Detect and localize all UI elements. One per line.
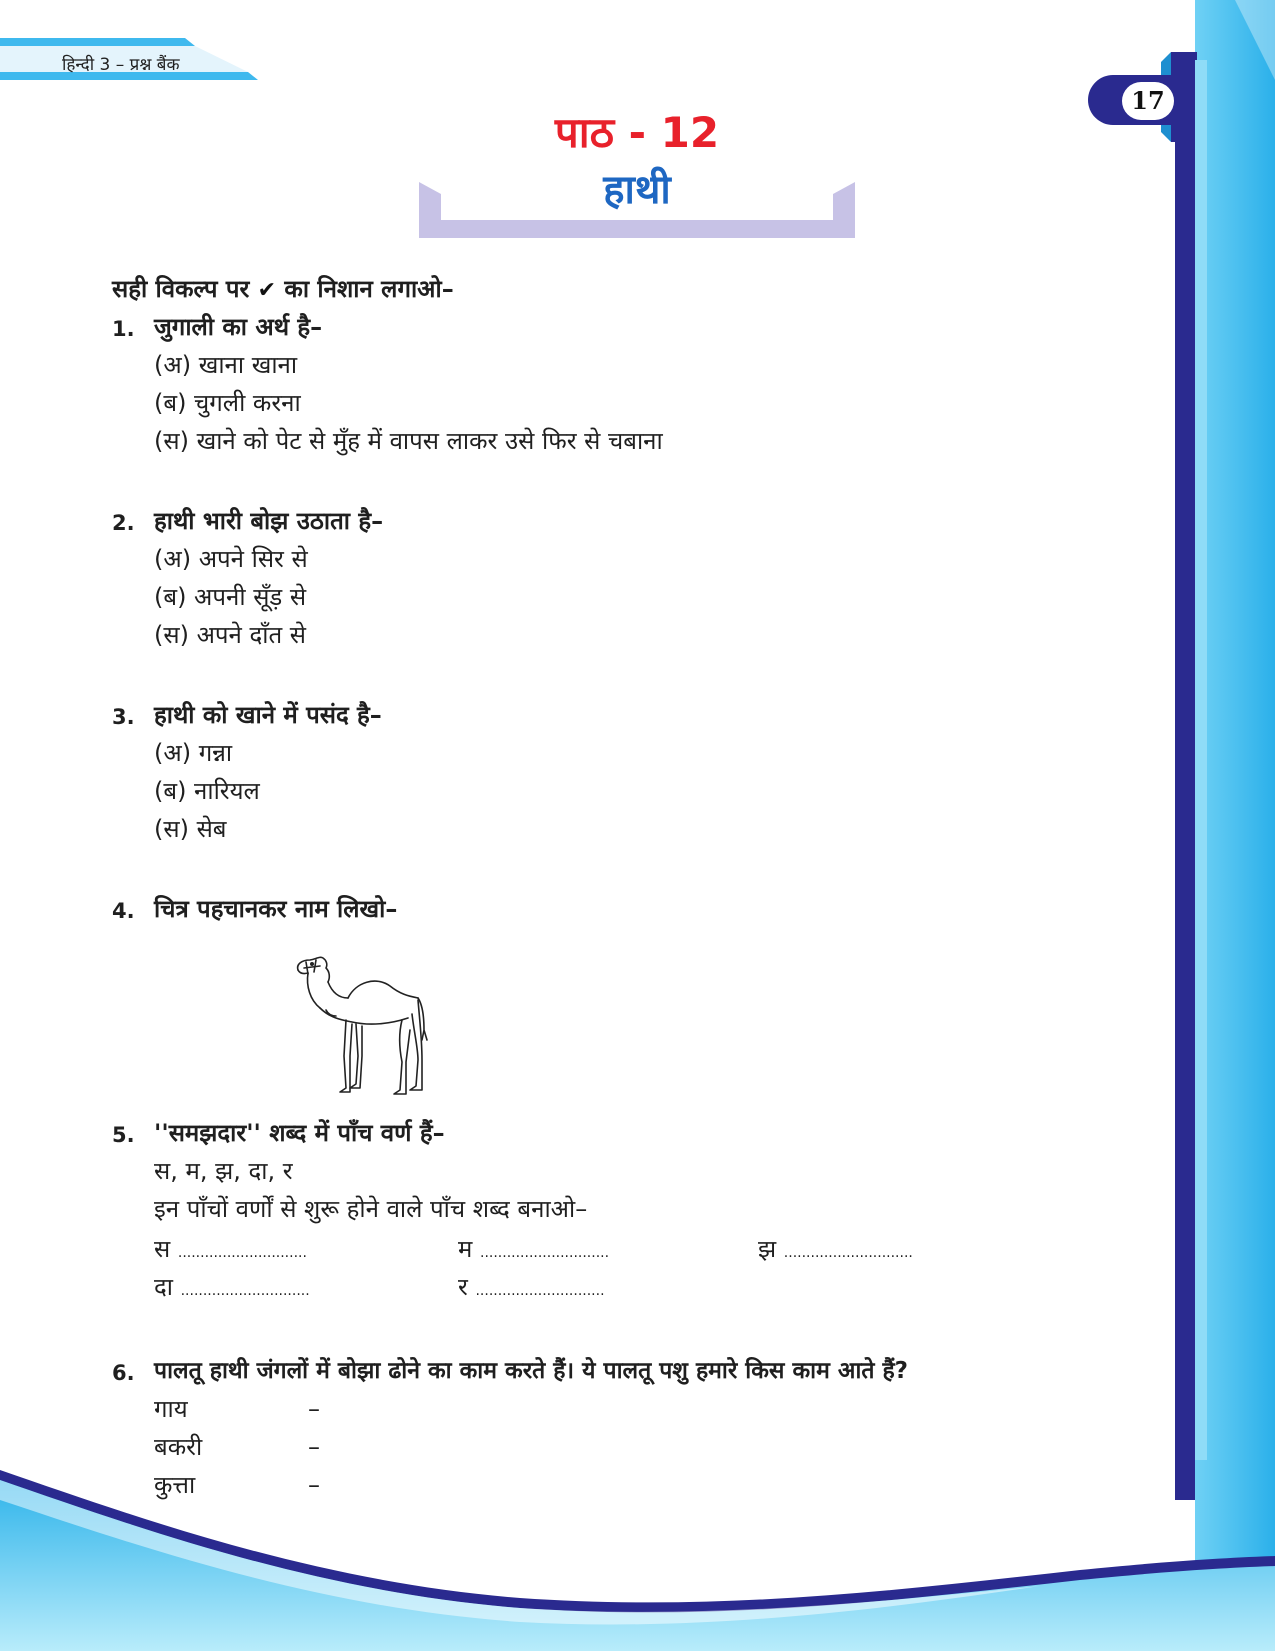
option-item[interactable]: (अ) अपने सिर से [154,545,308,573]
instruction-text-before: सही विकल्प पर [112,275,250,303]
blank-dots: ............................. [475,1283,605,1299]
animal-name: गाय [154,1395,188,1423]
question-text: ''समझदार'' शब्द में पाँच वर्ण हैं– [154,1119,445,1147]
question-text: पालतू हाथी जंगलों में बोझा ढोने का काम करते हैं। ये पालतू पशु हमारे किस काम आते हैं? [154,1358,909,1384]
question-text: हाथी को खाने में पसंद है– [154,701,382,729]
question-text: हाथी भारी बोझ उठाता है– [154,507,384,535]
option-item[interactable]: (ब) अपनी सूँड़ से [154,583,307,611]
blank-field[interactable] [458,1232,609,1270]
camel-illustration [290,952,455,1102]
blank-dots: ............................. [177,1245,307,1261]
blank-dots: ............................. [180,1283,310,1299]
bottom-wave-decoration [0,1470,1275,1651]
question-number: 2. [112,511,135,535]
book-title: हिन्दी 3 – प्रश्न बैंक [62,55,180,75]
blank-field[interactable] [758,1232,913,1270]
question-number: 3. [112,705,135,729]
animal-name: कुत्ता [154,1471,196,1499]
blank-letter: र [458,1273,468,1301]
blank-letter: म [458,1235,473,1263]
right-side-decoration [1125,0,1275,1651]
lesson-number: पाठ - 12 [554,108,720,157]
answer-dash[interactable]: – [308,1433,320,1461]
option-item[interactable]: (स) सेब [154,815,227,843]
blank-field[interactable] [154,1232,307,1270]
option-item[interactable]: (ब) चुगली करना [154,389,301,417]
option-item[interactable]: (अ) गन्ना [154,739,233,767]
question-number: 5. [112,1123,135,1147]
answer-dash[interactable]: – [308,1471,320,1499]
letters-list: स, म, झ, दा, र [154,1157,293,1185]
option-item[interactable]: (ब) नारियल [154,777,260,805]
blank-field[interactable] [458,1270,605,1308]
option-item[interactable]: (स) खाने को पेट से मुँह में वापस लाकर उसे फिर से चबाना [154,427,663,455]
question-text: चित्र पहचानकर नाम लिखो– [154,895,398,923]
question-number: 1. [112,317,135,341]
section-instruction [112,272,454,308]
blank-letter: स [154,1235,171,1263]
instruction-text-after: का निशान लगाओ– [284,275,454,303]
question-text: जुगाली का अर्थ है– [154,313,323,341]
page-number: 17 [1122,82,1174,120]
option-item[interactable]: (अ) खाना खाना [154,351,298,379]
question-number: 4. [112,899,135,923]
option-item[interactable]: (स) अपने दाँत से [154,621,306,649]
lesson-title: हाथी [603,167,671,213]
checkmark-icon: ✔ [257,278,277,303]
blank-letter: दा [154,1273,173,1301]
blank-dots: ............................. [480,1245,610,1261]
question-number: 6. [112,1361,135,1385]
word-instruction: इन पाँचों वर्णों से शुरू होने वाले पाँच शब्द बनाओ– [154,1195,588,1223]
blank-dots: ............................. [783,1245,913,1261]
animal-name: बकरी [154,1433,203,1461]
blank-letter: झ [758,1235,777,1263]
blank-field[interactable] [154,1270,310,1308]
answer-dash[interactable]: – [308,1395,320,1423]
